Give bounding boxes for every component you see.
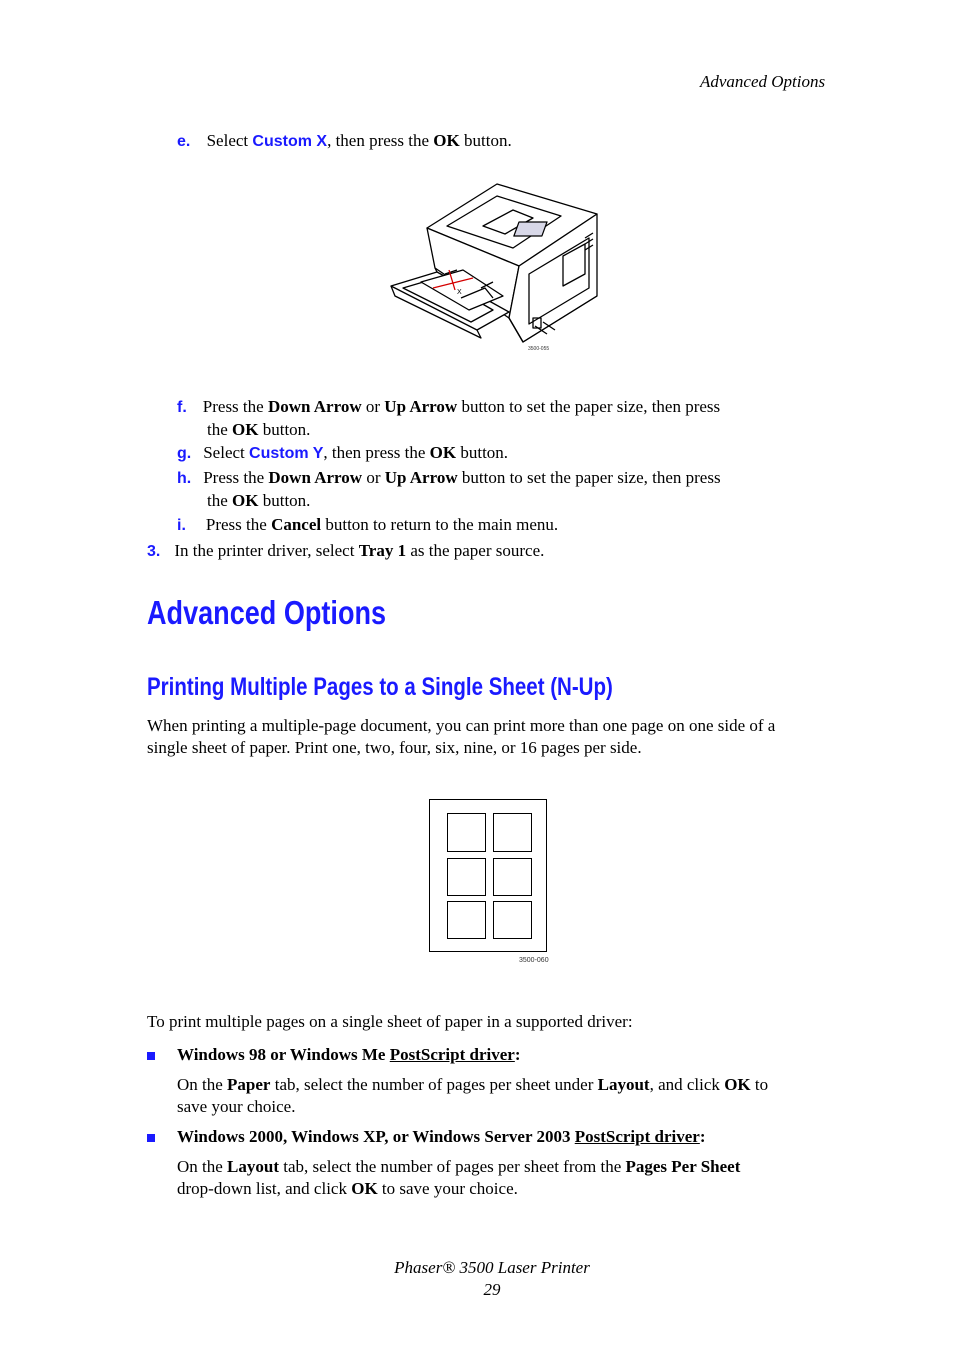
page-footer	[0, 1257, 954, 1301]
step-marker: i.	[177, 517, 186, 534]
step-marker: 3.	[147, 543, 161, 560]
page-thumbnail	[493, 858, 532, 896]
step-3: 3. In the printer driver, select Tray 1 as the paper source.	[147, 541, 545, 560]
section-subtitle: Printing Multiple Pages to a Single Sheet (N-Up)	[147, 673, 613, 701]
menu-item-custom-x: Custom X	[252, 133, 328, 150]
bullet-2-body: On the Layout tab, select the number of pages per sheet from the Pages Per Sheet drop-down list, and click OK to save your choice.	[177, 1157, 741, 1198]
ok-button-label: OK	[433, 131, 460, 150]
step-h: h. Press the Down Arrow or Up Arrow button to set the paper size, then press the OK button.	[177, 468, 721, 510]
intro-paragraph: When printing a multiple-page document, you can print more than one page on one side of a single sheet of paper. Print one, two, four, six, nine, or 16 pages per side.	[147, 716, 776, 757]
svg-text:X: X	[457, 289, 462, 296]
bullet-square-icon	[147, 1052, 155, 1060]
step-i: i. Press the Cancel button to return to the main menu.	[177, 515, 559, 534]
step-e: e. Select Custom X, then press the OK button.	[177, 131, 512, 150]
page-thumbnail	[493, 901, 532, 939]
section-title: Advanced Options	[147, 594, 387, 631]
page-thumbnail	[447, 858, 486, 896]
menu-item-custom-y: Custom Y	[249, 445, 324, 462]
page-thumbnail	[447, 813, 486, 852]
lead-sentence: To print multiple pages on a single sheet of paper in a supported driver:	[147, 1012, 633, 1031]
step-f: f. Press the Down Arrow or Up Arrow button to set the paper size, then press the OK button.	[177, 397, 721, 439]
figure-caption: 3500-060	[519, 957, 549, 964]
step-marker: g.	[177, 445, 192, 462]
postscript-driver-link[interactable]: PostScript driver	[389, 1045, 515, 1064]
step-g: g. Select Custom Y, then press the OK button.	[177, 443, 509, 462]
bullet-item-windows-2000-xp-2003: Windows 2000, Windows XP, or Windows Server 2003 PostScript driver:	[147, 1126, 706, 1148]
printer-illustration	[385, 178, 605, 358]
page-number: 29	[483, 1280, 501, 1299]
page-thumbnail	[447, 901, 486, 939]
bullet-square-icon	[147, 1134, 155, 1142]
figure-caption: 3500-055	[528, 346, 550, 352]
n-up-sheet-illustration	[429, 799, 547, 952]
bullet-1-body: On the Paper tab, select the number of pages per sheet under Layout, and click OK to save your choice.	[177, 1075, 769, 1116]
step-marker: h.	[177, 470, 192, 487]
footer-product: Phaser® 3500 Laser Printer	[394, 1258, 590, 1277]
step-marker: f.	[177, 399, 187, 416]
page-thumbnail	[493, 813, 532, 852]
running-header: Advanced Options	[700, 72, 826, 91]
printer-drawing	[385, 178, 605, 358]
step-marker: e.	[177, 133, 191, 150]
postscript-driver-link[interactable]: PostScript driver	[574, 1127, 700, 1146]
bullet-item-windows-98-me: Windows 98 or Windows Me PostScript driver:	[147, 1044, 521, 1066]
